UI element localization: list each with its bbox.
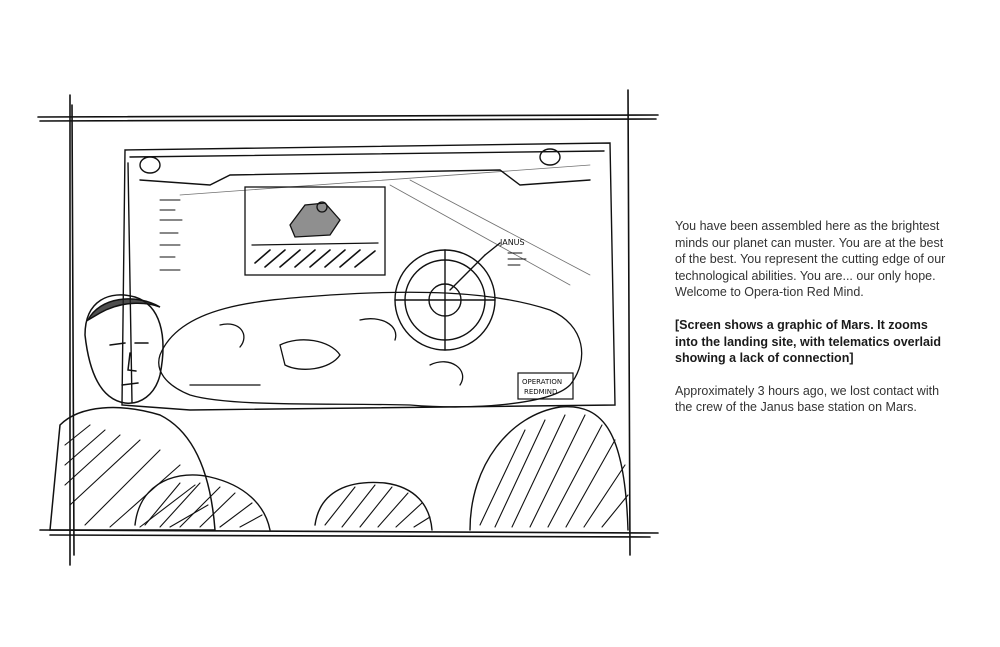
audience-heads <box>135 407 628 530</box>
storyboard-caption <box>675 218 950 432</box>
operation-label-line2: REDMIND <box>524 388 558 396</box>
storyboard-sketch-panel <box>30 85 670 575</box>
janus-label: JANUS <box>500 238 525 247</box>
monitor-screen-outline <box>122 143 615 410</box>
janus-target-reticle <box>395 243 500 350</box>
operation-label-line1: OPERATION <box>522 378 563 386</box>
narration-paragraph-2: Approximately 3 hours ago, we lost contact with the crew of the Janus base station on Mars. <box>675 383 940 415</box>
inset-rover-image <box>245 187 385 275</box>
pencil-sketch-illustration <box>30 85 670 575</box>
presenter-figure <box>50 295 215 530</box>
stage-direction-paragraph: [Screen shows a graphic of Mars. It zooms into the landing site, with telematics overlaid showing a lack of connection] <box>675 317 942 366</box>
narration-paragraph-1: You have been assembled here as the brightest minds our planet can muster. You are at the best of the best. You represent the cutting edge of our technological abilities. You are... our only hope. Welcome to Opera-tion Red Mind. <box>675 219 946 300</box>
screen-telemetry-ticks <box>160 200 182 270</box>
